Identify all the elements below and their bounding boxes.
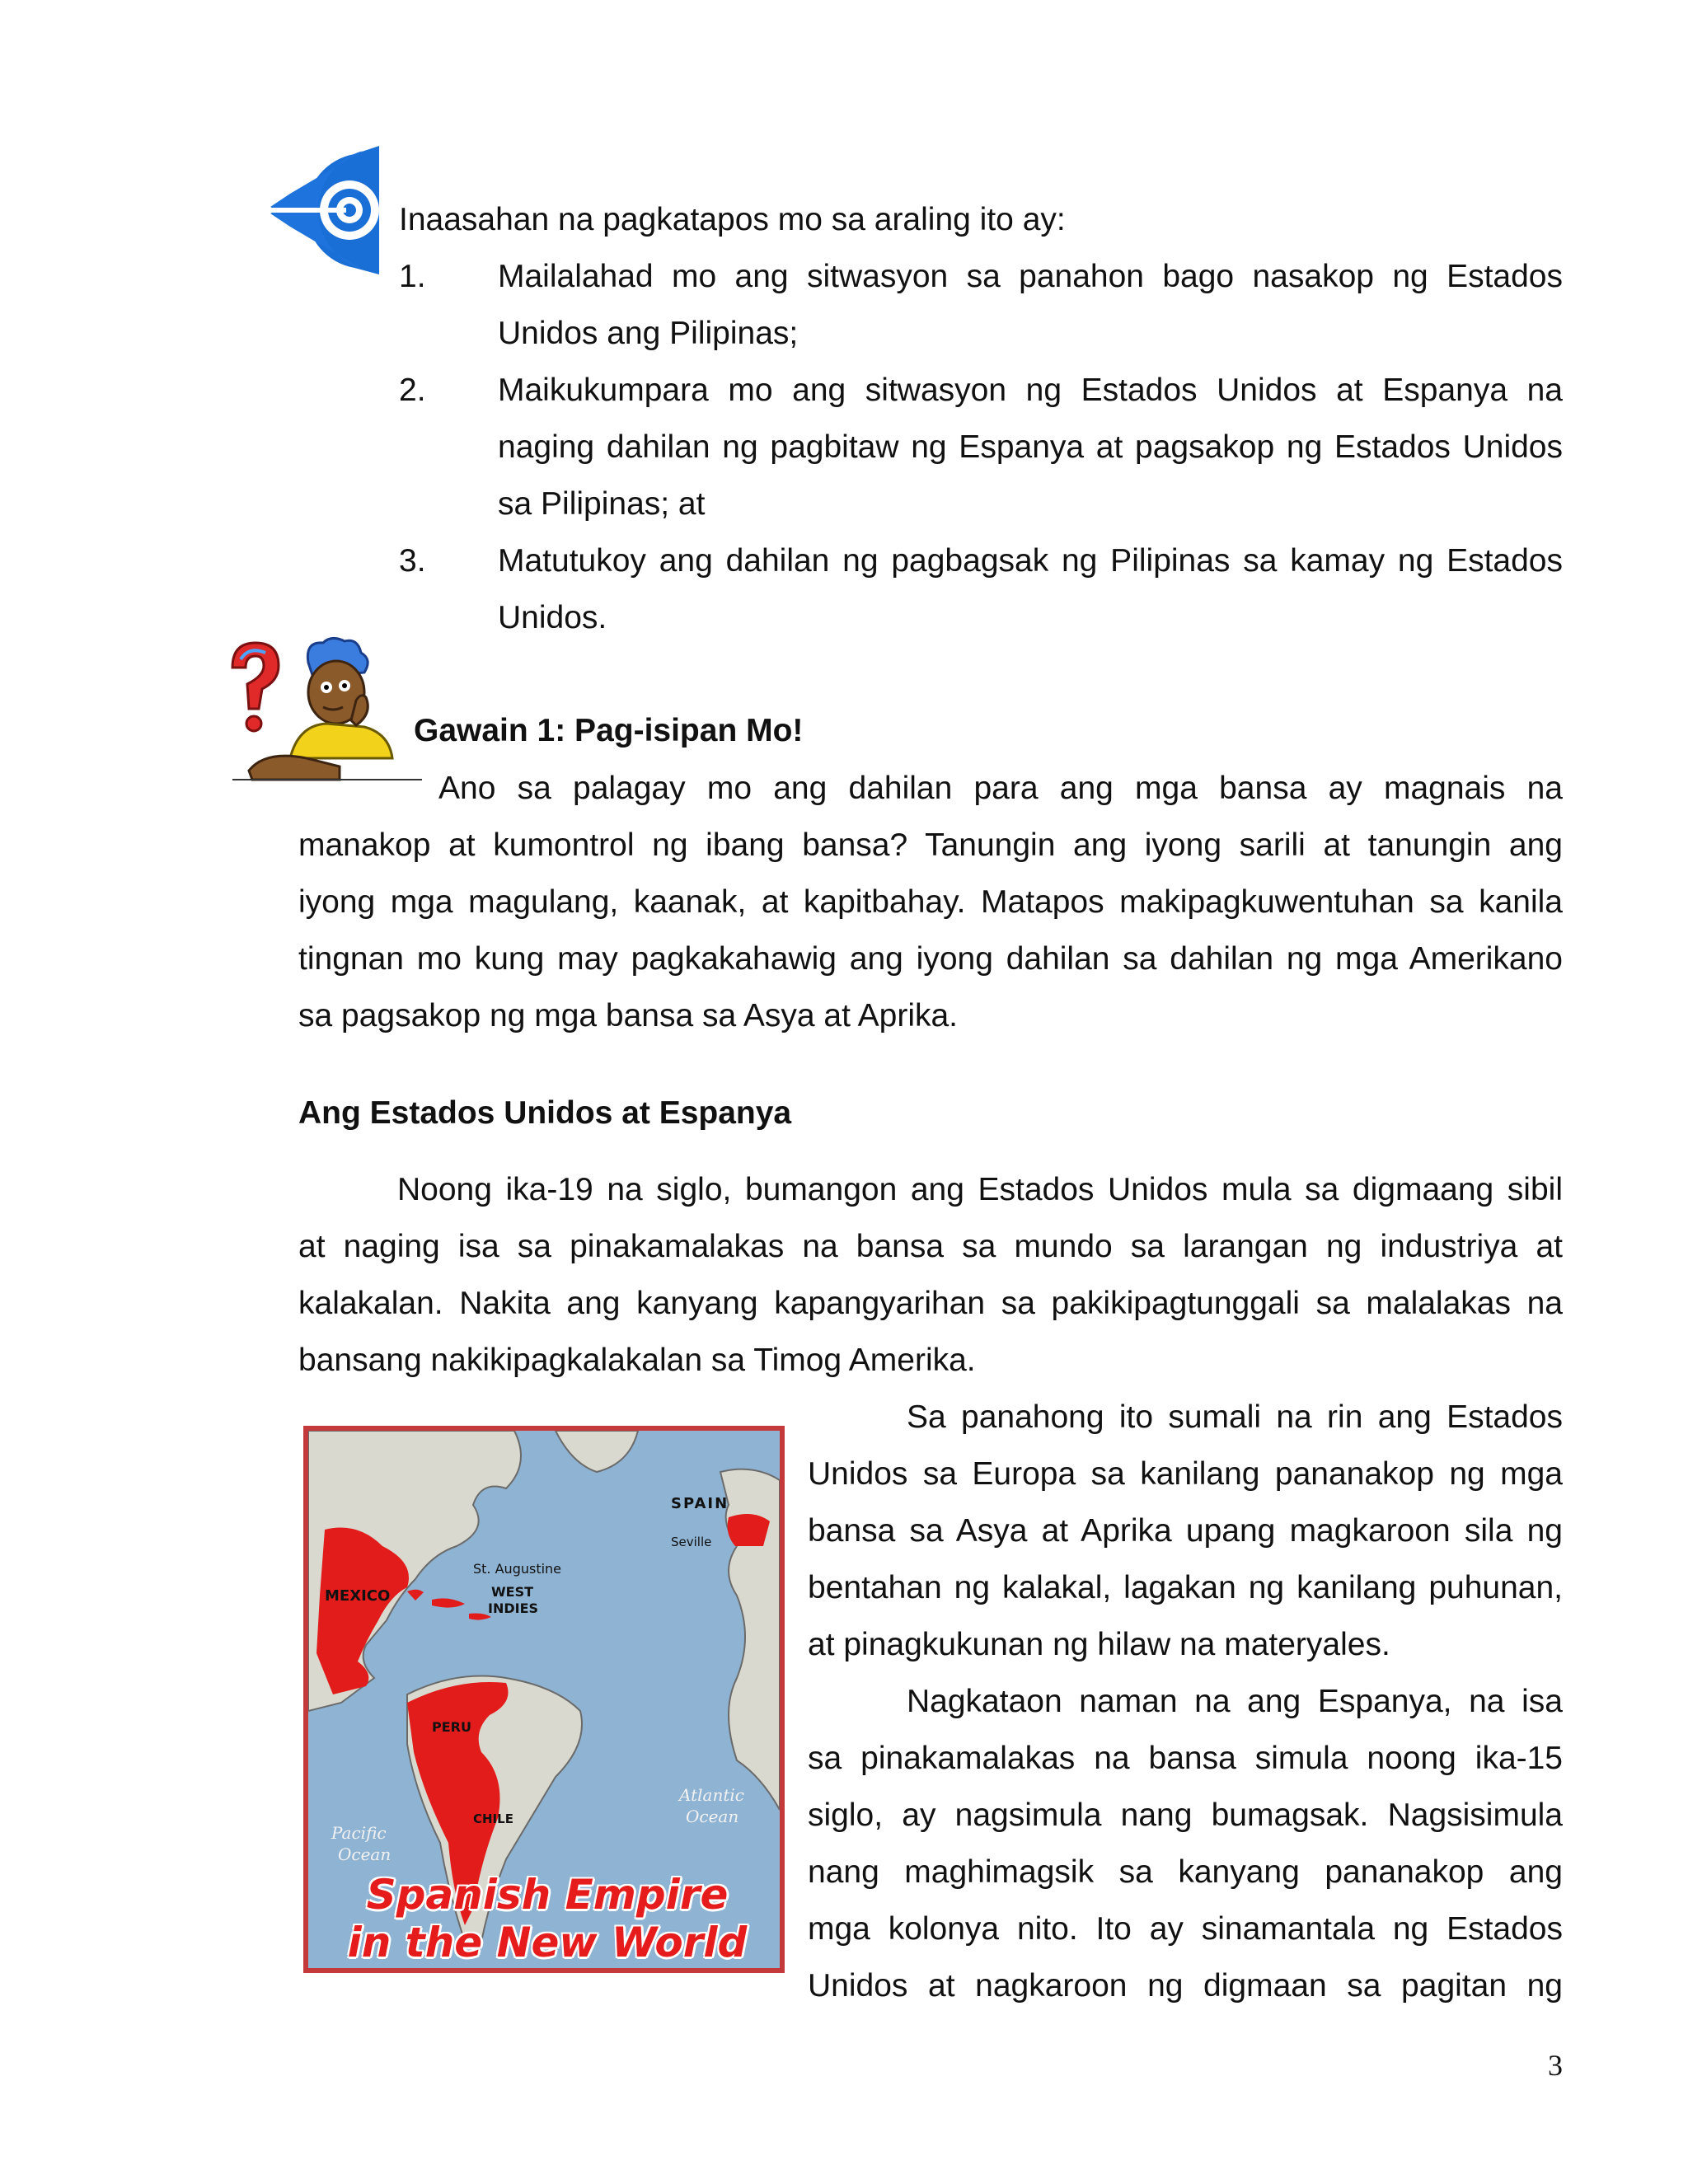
objective-number: 3. bbox=[399, 543, 426, 579]
activity-text-line: manakop at kumontrol ng ibang bansa? Tanungin ang iyong sarili at tanungin ang bbox=[298, 827, 1563, 863]
map-label-pacific-ocean: Ocean bbox=[338, 1844, 392, 1864]
paragraph-line: bansang nakikipagkalakalan sa Timog Amerika. bbox=[298, 1343, 976, 1378]
map-label-atlantic: Atlantic bbox=[679, 1785, 744, 1805]
paragraph-line: Unidos sa Europa sa kanilang pananakop ng mga bbox=[808, 1456, 1563, 1492]
map-title-line-1: Spanish Empire bbox=[366, 1871, 729, 1919]
paragraph-line: sa pinakamalakas na bansa simula noong ika-15 bbox=[808, 1741, 1563, 1776]
map-label-seville: Seville bbox=[671, 1535, 712, 1549]
activity-text-line: tingnan mo kung may pagkakahawig ang iyong dahilan sa dahilan ng mga Amerikano bbox=[298, 941, 1563, 977]
objective-text: Matutukoy ang dahilan ng pagbagsak ng Pilipinas sa kamay ng Estados bbox=[498, 543, 1563, 579]
map-label-chile: CHILE bbox=[473, 1811, 513, 1826]
paragraph-line: bentahan ng kalakal, lagakan ng kanilang puhunan, bbox=[808, 1570, 1563, 1605]
objective-text: Unidos. bbox=[498, 600, 607, 635]
spanish-empire-map bbox=[303, 1426, 785, 1973]
thinking-person-icon bbox=[216, 635, 422, 783]
map-title-line-2: in the New World bbox=[347, 1919, 748, 1966]
map-label-peru: PERU bbox=[432, 1719, 471, 1735]
activity-text-line: iyong mga magulang, kaanak, at kapitbahay. Matapos makipagkuwentuhan sa kanila bbox=[298, 884, 1563, 920]
paragraph-line: siglo, ay nagsimula nang bumagsak. Nagsisimula bbox=[808, 1797, 1563, 1833]
paragraph-line: mga kolonya nito. Ito ay sinamantala ng Estados bbox=[808, 1911, 1563, 1947]
objective-text: Maikukumpara mo ang sitwasyon ng Estados Unidos at Espanya na bbox=[498, 373, 1563, 408]
map-label-atlantic-ocean: Ocean bbox=[686, 1807, 739, 1826]
objective-number: 2. bbox=[399, 373, 426, 408]
paragraph-line: bansa sa Asya at Aprika upang magkaroon sila ng bbox=[808, 1513, 1563, 1549]
objective-text: sa Pilipinas; at bbox=[498, 486, 706, 522]
paragraph-line: kalakalan. Nakita ang kanyang kapangyarihan sa pakikipagtunggali sa malalakas na bbox=[298, 1286, 1563, 1321]
page-number: 3 bbox=[1548, 2049, 1563, 2082]
activity-title: Gawain 1: Pag-isipan Mo! bbox=[414, 713, 804, 748]
paragraph-line: nang maghimagsik sa kanyang pananakop ang bbox=[808, 1854, 1563, 1890]
objective-number: 1. bbox=[399, 259, 426, 294]
paragraph-line: Nagkataon naman na ang Espanya, na isa bbox=[907, 1684, 1563, 1719]
map-label-indies: INDIES bbox=[488, 1601, 539, 1616]
activity-text-line: sa pagsakop ng mga bansa sa Asya at Aprika. bbox=[298, 998, 959, 1033]
map-label-mexico: MEXICO bbox=[325, 1587, 391, 1605]
activity-text-line: Ano sa palagay mo ang dahilan para ang mga bansa ay magnais na bbox=[438, 771, 1563, 806]
map-label-pacific: Pacific bbox=[331, 1823, 387, 1843]
paragraph-line: at pinagkukunan ng hilaw na materyales. bbox=[808, 1627, 1390, 1662]
objective-text: Unidos ang Pilipinas; bbox=[498, 316, 799, 351]
target-arrow-icon bbox=[257, 144, 381, 276]
map-label-spain: SPAIN bbox=[671, 1495, 729, 1512]
objective-text: Mailalahad mo ang sitwasyon sa panahon bago nasakop ng Estados bbox=[498, 259, 1563, 294]
section-heading: Ang Estados Unidos at Espanya bbox=[298, 1095, 792, 1131]
map-label-st-augustine: St. Augustine bbox=[473, 1561, 562, 1577]
paragraph-line: at naging isa sa pinakamalakas na bansa sa mundo sa larangan ng industriya at bbox=[298, 1229, 1563, 1264]
paragraph-line: Noong ika-19 na siglo, bumangon ang Estados Unidos mula sa digmaang sibil bbox=[397, 1172, 1563, 1207]
objective-text: naging dahilan ng pagbitaw ng Espanya at pagsakop ng Estados Unidos bbox=[498, 429, 1563, 465]
objectives-intro: Inaasahan na pagkatapos mo sa araling ito ay: bbox=[399, 202, 1066, 237]
map-label-west: WEST bbox=[491, 1584, 534, 1600]
paragraph-line: Unidos at nagkaroon ng digmaan sa pagitan ng bbox=[808, 1968, 1563, 2004]
paragraph-line: Sa panahong ito sumali na rin ang Estados bbox=[907, 1399, 1563, 1435]
